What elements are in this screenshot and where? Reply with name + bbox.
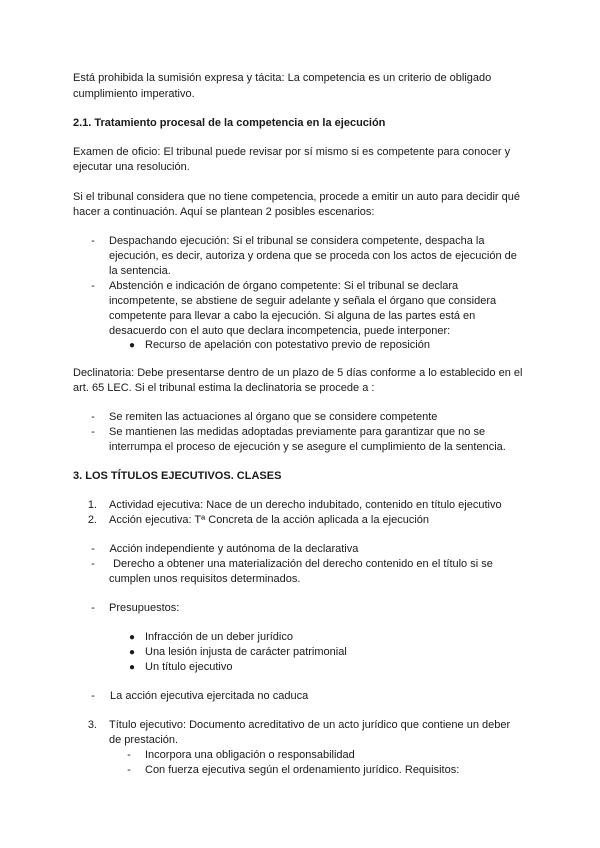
list-item-line: Despachando ejecución: Si el tribunal se considera competente, despacha la — [109, 235, 485, 247]
list-bullet-marker: ● — [129, 340, 136, 351]
list-item-line: competente para llevar a cabo la ejecución. Si alguna de las partes está en — [109, 310, 476, 322]
list-item-line: Acción independiente y autónoma de la declarativa — [107, 543, 359, 555]
paragraph-line: Examen de oficio: El tribunal puede revisar por sí mismo si es competente para conocer y — [73, 146, 511, 158]
list-dash-marker: - — [91, 411, 95, 423]
list-item-line: ejecución, es decir, autoriza y ordena que se proceda con los actos de ejecución de — [109, 250, 517, 262]
list-bullet-marker: ● — [129, 647, 136, 658]
list-item-line: Actividad ejecutiva: Nace de un derecho indubitado, contenido en título ejecutivo — [109, 499, 502, 511]
list-item-line: Infracción de un deber jurídico — [145, 631, 293, 643]
list-item-line: Se remiten las actuaciones al órgano que se considere competente — [109, 411, 438, 423]
list-number-marker: 2. — [87, 514, 97, 526]
list-bullet-marker: ● — [129, 632, 136, 643]
list-item-line: Se mantienen las medidas adoptadas previamente para garantizar que no se — [109, 426, 486, 438]
list-dash-marker: - — [91, 235, 95, 247]
list-item-line: desacuerdo con el auto que declara incompetencia, puede interponer: — [109, 325, 451, 337]
list-bullet-marker: ● — [129, 662, 136, 673]
paragraph-line: Si el tribunal considera que no tiene competencia, procede a emitir un auto para decidir qué — [73, 191, 520, 203]
list-item-line: cumplen unos requisitos determinados. — [109, 573, 301, 585]
list-dash-marker: - — [91, 280, 95, 292]
list-dash-marker: - — [91, 602, 95, 614]
list-item-line: Abstención e indicación de órgano competente: Si el tribunal se declara — [109, 280, 459, 292]
list-item-line: Un título ejecutivo — [145, 661, 233, 673]
list-dash-marker: - — [91, 558, 95, 570]
list-item-line: Una lesión injusta de carácter patrimonial — [145, 646, 347, 658]
list-item-line: interrumpa el proceso de ejecución y se asegure el cumplimiento de la sentencia. — [109, 441, 506, 453]
list-number-marker: 3. — [87, 719, 97, 731]
list-item-line: la sentencia. — [109, 265, 171, 277]
list-item-line: La acción ejecutiva ejercitada no caduca — [107, 690, 309, 702]
list-dash-marker: - — [91, 426, 95, 438]
paragraph-line: cumplimiento imperativo. — [73, 88, 195, 100]
list-dash-marker: - — [91, 690, 95, 702]
list-item-line: Presupuestos: — [109, 602, 180, 614]
list-item-line: Acción ejecutiva: Tª Concreta de la acción aplicada a la ejecución — [109, 514, 429, 526]
section-heading: 2.1. Tratamiento procesal de la competencia en la ejecución — [73, 117, 386, 129]
paragraph-line: art. 65 LEC. Si el tribunal estima la declinatoria se procede a : — [73, 382, 375, 394]
list-dash-marker: - — [127, 749, 131, 761]
list-item-line: de prestación. — [109, 734, 179, 746]
list-dash-marker: - — [127, 764, 131, 776]
list-item-line: Título ejecutivo: Documento acreditativo de un acto jurídico que contiene un deber — [109, 719, 511, 731]
list-item-line: Derecho a obtener una materialización del derecho contenido en el título si se — [107, 558, 493, 570]
paragraph-line: ejecutar una resolución. — [73, 161, 190, 173]
paragraph-line: hacer a continuación. Aquí se plantean 2 posibles escenarios: — [73, 206, 375, 218]
list-item-line: Incorpora una obligación o responsabilidad — [145, 749, 355, 761]
list-number-marker: 1. — [87, 499, 97, 511]
paragraph-line: Está prohibida la sumisión expresa y tácita: La competencia es un criterio de obligado — [73, 72, 492, 84]
section-heading: 3. LOS TÍTULOS EJECUTIVOS. CLASES — [73, 470, 282, 482]
paragraph-line: Declinatoria: Debe presentarse dentro de un plazo de 5 días conforme a lo establecido en el — [73, 367, 523, 379]
list-item-line: incompetente, se abstiene de seguir adelante y señala el órgano que considera — [109, 295, 497, 307]
list-item-line: Con fuerza ejecutiva según el ordenamiento jurídico. Requisitos: — [145, 764, 460, 776]
list-dash-marker: - — [91, 543, 95, 555]
list-item-line: Recurso de apelación con potestativo previo de reposición — [145, 339, 430, 351]
